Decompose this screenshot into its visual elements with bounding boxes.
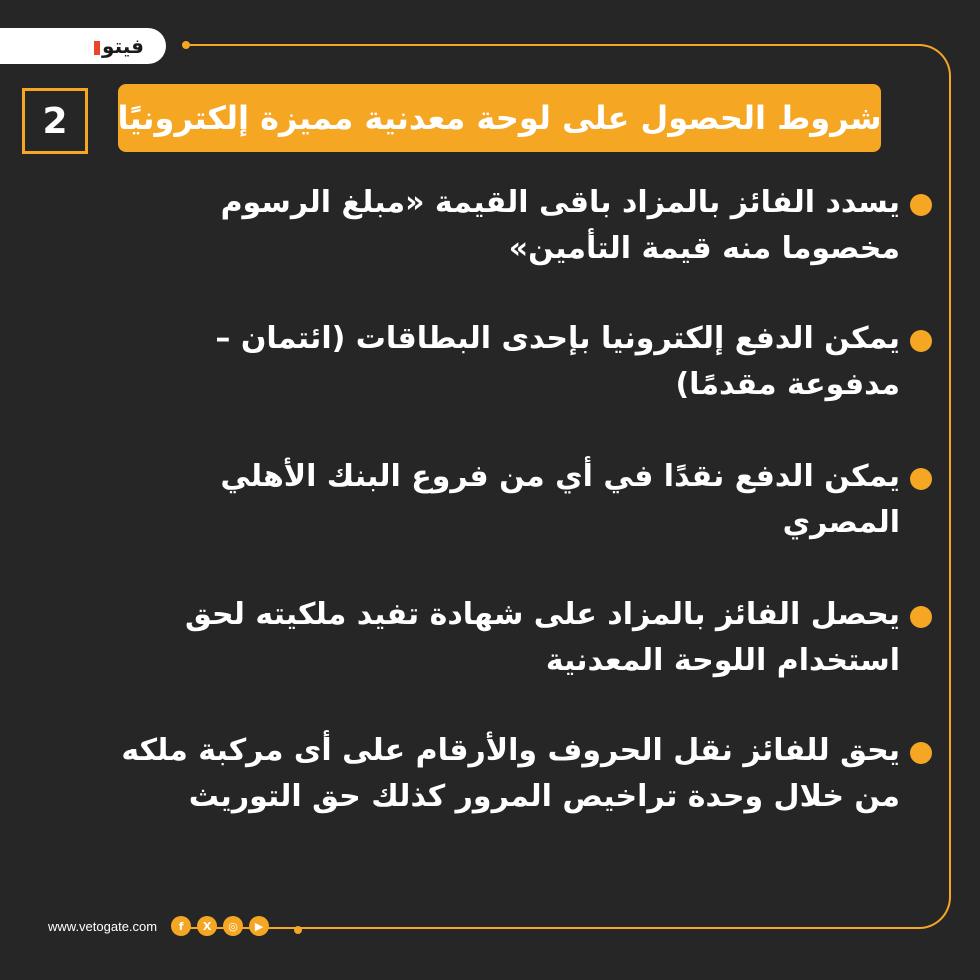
list-item-text: يمكن الدفع إلكترونيا بإحدى البطاقات (ائتمان – مدفوعة مقدمًا) bbox=[215, 321, 900, 402]
bullet-dot-icon bbox=[910, 468, 932, 490]
bullet-dot-icon bbox=[910, 742, 932, 764]
list-item-text: يحق للفائز نقل الحروف والأرقام على أى مركبة ملكه من خلال وحدة تراخيص المرور كذلك حق التوريث bbox=[121, 733, 900, 814]
x-icon[interactable]: X bbox=[197, 916, 217, 936]
bullet-dot-icon bbox=[910, 330, 932, 352]
instagram-icon[interactable]: ◎ bbox=[223, 916, 243, 936]
frame-dot-bottom bbox=[294, 926, 302, 934]
section-number: 2 bbox=[42, 100, 68, 142]
section-number-box bbox=[22, 88, 88, 154]
list-item-text: يسدد الفائز بالمزاد باقى القيمة «مبلغ الرسوم مخصوما منه قيمة التأمين» bbox=[220, 185, 900, 266]
title-bar bbox=[118, 84, 881, 152]
list-item bbox=[80, 180, 932, 272]
bullet-dot-icon bbox=[910, 194, 932, 216]
frame-dot-top bbox=[182, 41, 190, 49]
footer bbox=[48, 916, 269, 936]
page-title: شروط الحصول على لوحة معدنية مميزة إلكترونيًا bbox=[117, 99, 882, 137]
list-item bbox=[80, 316, 932, 408]
website-link[interactable]: www.vetogate.com bbox=[48, 918, 158, 934]
logo-pill bbox=[0, 28, 166, 64]
list-item bbox=[80, 454, 932, 546]
brand-logo: فيتو bbox=[92, 34, 144, 58]
logo-mark-icon bbox=[94, 41, 100, 55]
list-item-text: يحصل الفائز بالمزاد على شهادة تفيد ملكيته لحق استخدام اللوحة المعدنية bbox=[185, 597, 900, 678]
bullet-dot-icon bbox=[910, 606, 932, 628]
list-item-text: يمكن الدفع نقدًا في أي من فروع البنك الأهلي المصري bbox=[220, 459, 900, 540]
list-item bbox=[80, 592, 932, 684]
youtube-icon[interactable]: ▶ bbox=[249, 916, 269, 936]
facebook-icon[interactable]: f bbox=[171, 916, 191, 936]
list-item bbox=[80, 728, 932, 820]
